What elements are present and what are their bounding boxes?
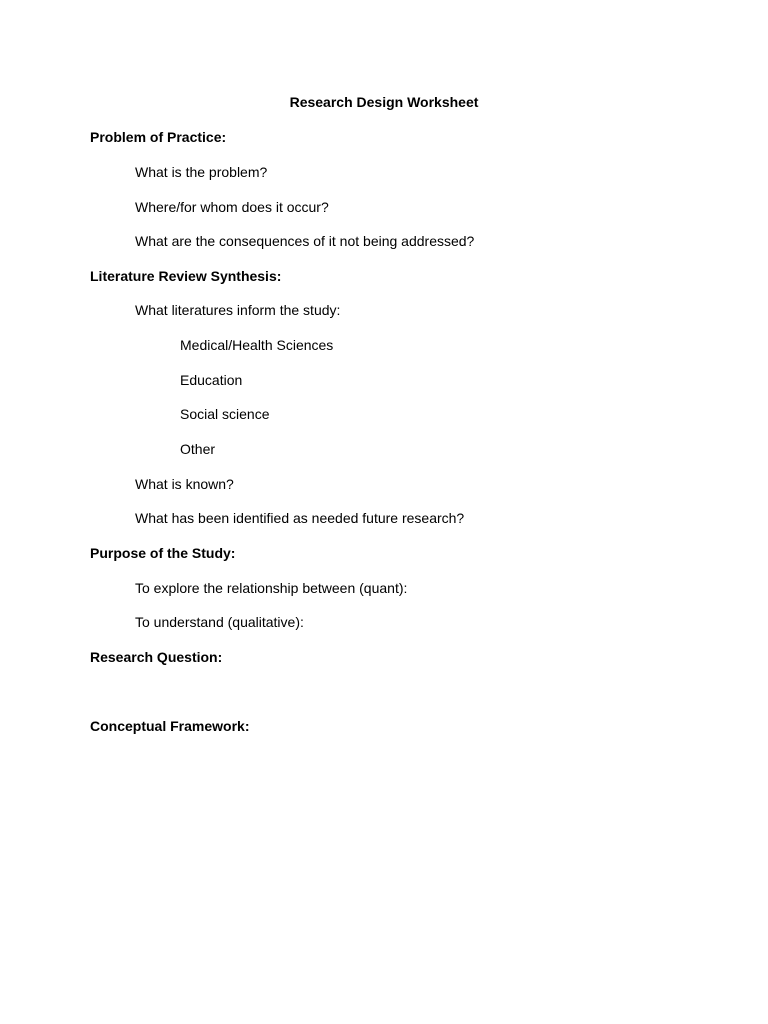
problem-question: Where/for whom does it occur? bbox=[135, 199, 329, 215]
problem-of-practice-heading: Problem of Practice: bbox=[90, 129, 227, 145]
problem-question: What is the problem? bbox=[135, 164, 268, 180]
problem-question: What are the consequences of it not being addressed? bbox=[135, 233, 475, 249]
literature-review-heading: Literature Review Synthesis: bbox=[90, 268, 282, 284]
literature-field: Social science bbox=[180, 406, 270, 422]
literature-field: Education bbox=[180, 372, 243, 388]
literature-question: What has been identified as needed future research? bbox=[135, 510, 465, 526]
purpose-item: To understand (qualitative): bbox=[135, 614, 304, 630]
purpose-item: To explore the relationship between (quant): bbox=[135, 580, 408, 596]
literature-question: What is known? bbox=[135, 476, 234, 492]
literature-intro: What literatures inform the study: bbox=[135, 302, 341, 318]
literature-field: Medical/Health Sciences bbox=[180, 337, 334, 353]
document-title: Research Design Worksheet bbox=[289, 94, 479, 110]
literature-field: Other bbox=[180, 441, 216, 457]
research-question-heading: Research Question: bbox=[90, 649, 223, 665]
purpose-heading: Purpose of the Study: bbox=[90, 545, 236, 561]
conceptual-framework-heading: Conceptual Framework: bbox=[90, 718, 250, 734]
